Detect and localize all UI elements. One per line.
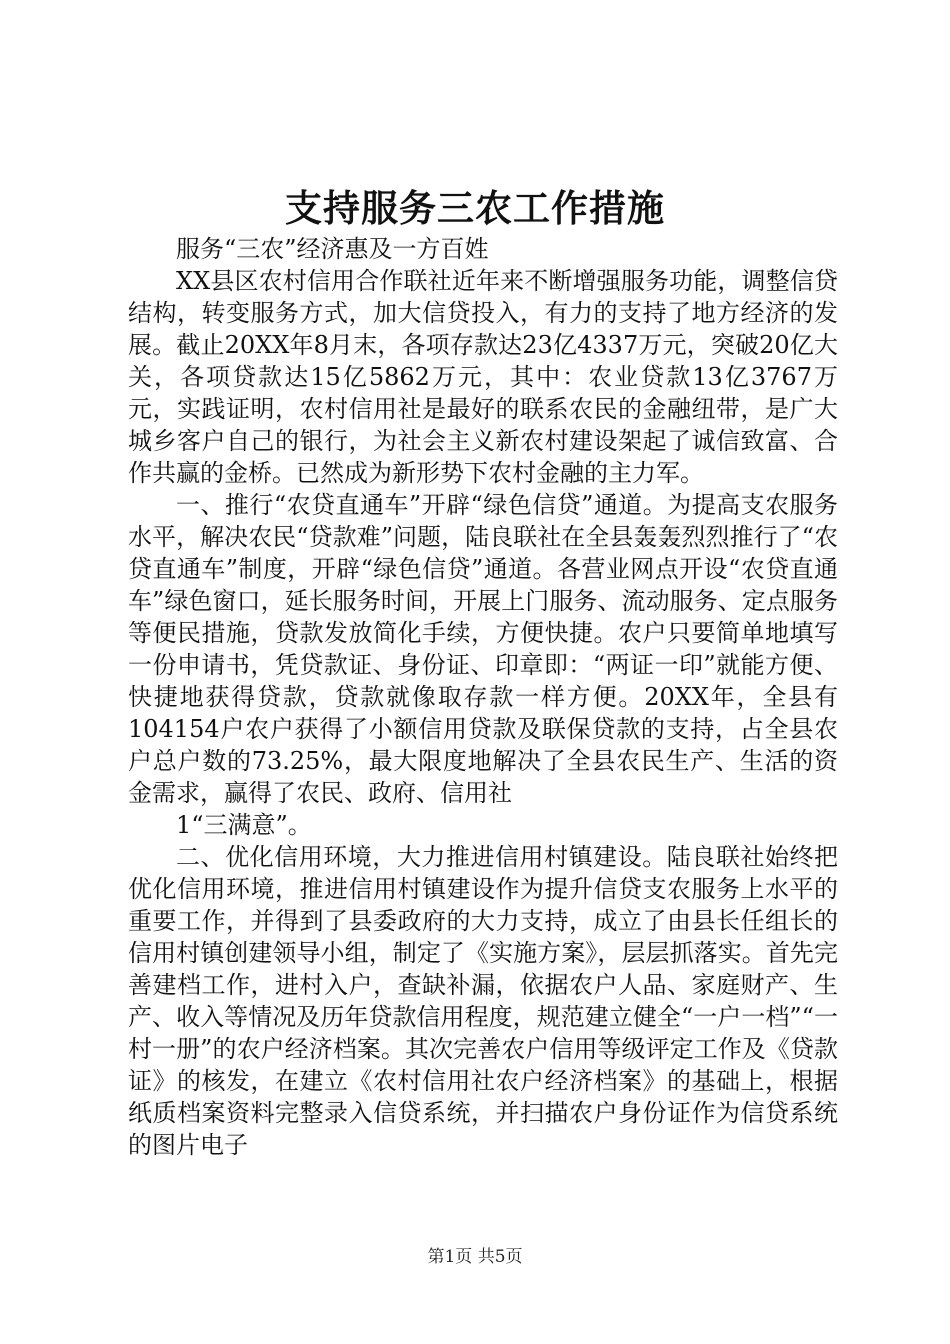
section-one-continuation: 1“三满意”。: [176, 811, 312, 839]
section-one-paragraph: 一、推行“农贷直通车”开辟“绿色信贷”通道。为提高支农服务水平，解决农民“贷款难”问题，陆良联社在全县轰轰烈烈推行了“农贷直通车”制度，开辟“绿色信贷”通道。各营业网点开设“农贷直通车”绿色窗口，延长服务时间，开展上门服务、流动服务、定点服务等便民措施，贷款发放简化手续，方便快捷。农户只要简单地填写一份申请书，凭贷款证、身份证、印章即：“两证一印”就能方便、快捷地获得贷款，贷款就像取存款一样方便。20XX年，全县有104154户农户获得了小额信用贷款及联保贷款的支持，占全县农户总户数的73.25%，最大限度地解决了全县农民生产、生活的资金需求，赢得了农民、政府、信用社: [128, 491, 838, 807]
subtitle-paragraph: 服务“三农”经济惠及一方百姓: [176, 235, 489, 263]
page-footer: 第1页 共5页: [427, 1247, 523, 1267]
intro-paragraph: XX县区农村信用合作联社近年来不断增强服务功能，调整信贷结构，转变服务方式，加大信贷投入，有力的支持了地方经济的发展。截止20XX年8月末，各项存款达23亿4337万元，突破20亿大关，各项贷款达15亿5862万元，其中：农业贷款13亿3767万元，实践证明，农村信用社是最好的联系农民的金融纽带，是广大城乡客户自己的银行，为社会主义新农村建设架起了诚信致富、合作共赢的金桥。已然成为新形势下农村金融的主力军。: [128, 267, 838, 487]
section-two-paragraph: 二、优化信用环境，大力推进信用村镇建设。陆良联社始终把优化信用环境，推进信用村镇建设作为提升信贷支农服务上水平的重要工作，并得到了县委政府的大力支持，成立了由县长任组长的信用村镇创建领导小组，制定了《实施方案》，层层抓落实。首先完善建档工作，进村入户，查缺补漏，依据农户人品、家庭财产、生产、收入等情况及历年贷款信用程度，规范建立健全“一户一档”“一村一册”的农户经济档案。其次完善农户信用等级评定工作及《贷款证》的核发，在建立《农村信用社农户经济档案》的基础上，根据纸质档案资料完整录入信贷系统，并扫描农户身份证作为信贷系统的图片电子: [128, 843, 838, 1159]
document-body: [128, 233, 838, 1161]
document-title: 支持服务三农工作措施: [285, 186, 665, 230]
